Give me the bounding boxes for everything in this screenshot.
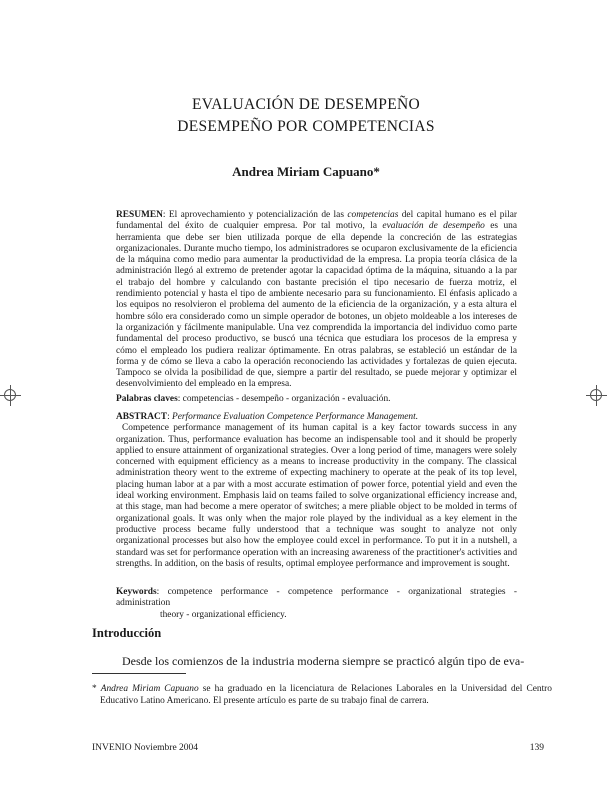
footnote: [92, 683, 552, 707]
page-number: 139: [529, 743, 544, 753]
article-title-line-1: EVALUACIÓN DE DESEMPEÑO: [192, 96, 420, 113]
keywords: [116, 587, 517, 621]
keywords-label: Keywords: [116, 587, 157, 597]
footnote-divider: [92, 673, 186, 674]
abstract-colon: :: [167, 412, 173, 422]
section-heading: Introducción: [92, 626, 162, 640]
article-title-line-2: DESEMPEÑO POR COMPETENCIAS: [177, 118, 435, 135]
footnote-author: Andrea Miriam Capuano: [100, 684, 199, 694]
footnote-marker: *: [92, 684, 101, 694]
palabras-label: Palabras claves: [116, 394, 178, 404]
abstract-paragraph: [116, 412, 517, 570]
resumen-paragraph: [116, 210, 517, 391]
palabras-claves: [116, 394, 517, 405]
keywords-line-2: theory - organizational efficiency.: [160, 609, 287, 620]
footnote-text: se ha graduado en la licenciatura de Relaciones Laborales en la Universidad del Centro Educativo Latino Americano. El presente artículo es parte de su trabajo final de carrera.: [100, 684, 552, 706]
footer-journal: INVENIO Noviembre 2004: [92, 743, 199, 753]
resumen-label: RESUMEN: [116, 210, 163, 220]
body-paragraph: Desde los comienzos de la industria moderna siempre se practicó algún tipo de eva-: [122, 654, 525, 668]
abstract-body: Competence performance management of its human capital is a key factor towards success in any organization. Thus, performance evaluation has become an indispensable tool and it should be properly applied to ensure attainment of organizational strategies. Over a long period of time, managers were solely concerned with equipment efficiency as a means to increase productivity in the company. The classical administration theory went to the extreme of expecting machinery to operate at the peak of its top level, placing human labor at a par with a most accurate estimation of power force, potential yield and even the ideal working environment. Emphasis laid on teams failed to solve organizational efficiency increase and, at this stage, man had become a mere operator of switches; a mere pliable object to be molded in terms of organizational goals. It was only when the major role played by the individual as a key element in the productive process became fully understood that a technique was sought to analyze not only organizational processes but also how the employee could excel in performance. To put it in a nutshell, a standard was set for performance operation with an increasing awareness of the practitioner's activities and strengths. In addition, on the basis of results, optimal employee performance and improvement is sought.: [116, 423, 518, 569]
abstract-label: ABSTRACT: [116, 412, 168, 422]
abstract-title: Performance Evaluation Competence Performance Management.: [172, 412, 419, 422]
keywords-line-1: : competence performance - competence performance - organizational strategies - administration: [116, 587, 517, 609]
resumen-italic-2: evaluación de desempeño: [382, 221, 485, 232]
registration-mark-left-icon: [0, 385, 22, 407]
resumen-text-3: es una herramienta que debe ser bien utilizada porque de ella depende la concreción de las estrategias organizacionales. Durante mucho tiempo, los administradores se ocuparon exclusivamente de la eficiencia de la máquina como medio para aumentar la productividad de la empresa. La propia teoría clásica de la administración llegó al extremo de pretender agotar la capacidad óptima de la máquina, situando a la par el trabajo del hombre y calculando con bastante precisión el tipo necesario de fuerza motriz, el rendimiento potencial y hasta el tipo de ambiente necesario para su funcionamiento. El énfasis aplicado a los equipos no resolvieron el problema del aumento de la eficiencia de la organización, y a esta altura el hombre sólo era considerado como un simple operador de botones, un objeto moldeable a los intereses de la organización y fácilmente manipulable. Una vez comprendida la importancia del individuo como parte fundamental del proceso productivo, se buscó una técnica que estudiara los procesos de la empresa y cómo el empleado los pudiera realizar óptimamente. En otras palabras, se estableció un estándar de la forma y de cómo se lleva a cabo la operación reconociendo las actividades y fortalezas de quien ejecuta. Tampoco se olvida la posibilidad de que, siempre a partir del resultado, se puede mejorar y optimizar el desenvolvimiento del empleado en la empresa.: [116, 221, 517, 390]
resumen-italic-1: competencias: [347, 210, 399, 220]
resumen-text-1: : El aprovechamiento y potencialización de las: [162, 210, 348, 220]
author-name: Andrea Miriam Capuano*: [232, 164, 380, 179]
palabras-text: : competencias - desempeño - organización - evaluación.: [177, 394, 391, 404]
registration-mark-right-icon: [586, 385, 608, 407]
resumen-text-2: del capital humano es el pilar fundamental del éxito de cualquier empresa. Por tal motivo, la: [116, 210, 517, 232]
